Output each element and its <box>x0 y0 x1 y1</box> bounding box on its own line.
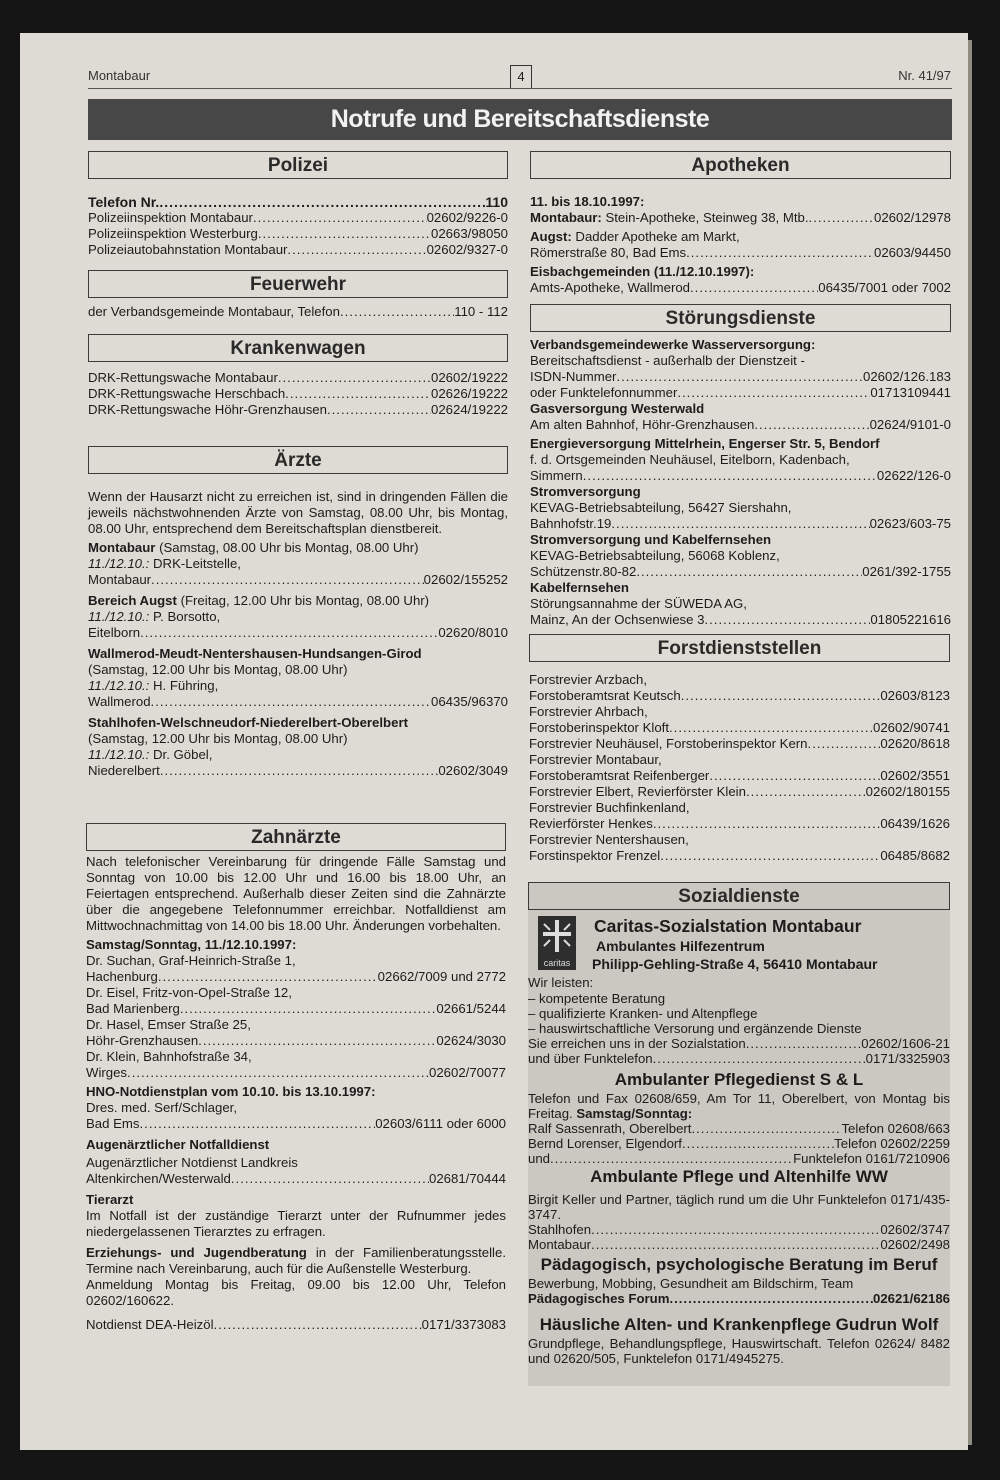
list-item: Notdienst DEA-Heizöl ..... 0171/3373083 <box>86 1317 506 1333</box>
apo-date: 11. bis 18.10.1997: <box>530 194 645 209</box>
zahn-date: Samstag/Sonntag, 11./12.10.1997: <box>86 937 297 952</box>
list-item: Forstinspektor Frenzel ..... 06485/8682 <box>529 848 950 864</box>
list-item: Ralf Sassenrath, Oberelbert ..... Telefon 02608/663 <box>528 1121 950 1136</box>
list-item: Bahnhofstr.19 ..... 02623/603-75 <box>530 516 951 532</box>
caritas-logo <box>538 916 576 970</box>
section-forst: Forstdienststellen <box>529 634 950 662</box>
list-item: Römerstraße 80, Bad Ems ..... 02603/94450 <box>530 245 951 261</box>
list-item: oder Funktelefonnummer ..... 01713109441 <box>530 385 951 401</box>
sozialdienste-box: Sozialdienste Caritas-Sozialstation Montabaur Ambulantes Hilfezentrum Philipp-Gehling-Straße 4, 56410 Montabaur Wir leisten: – kompetente Beratung – qualifizierte Kranken- und Altenpflege – hauswirtschaftliche Versorung und ergänzende Dienste Sie erreichen uns in der Sozialstation ..... 02602/1606-21 und über Funktelefon ..... 0171/3325903 Ambulanter Pflegedienst S & L Telefon und Fax 02608/659, Am Tor 11, Oberelbert, von Montag bis Freitag. Samstag/Sonntag: Ralf Sassenrath, Oberelbert ..... Telefon 02608/663 Bernd Lorenser, Elgendorf ..... Telefon 02602/2259 und ..... Funktelefon 0161/7210906 Ambulante Pflege und Altenhilfe WW Birgit Keller und Partner, täglich rund um die Uhr Funktelefon 0171/435-3747. Stahlhofen ..... 02602/3747 Montabaur ..... 02602/2498 Pädagogisch, psychologische Beratung im Beruf Bewerbung, Mobbing, Gesundheit am Bildschirm, Team Pädagogisches Forum ..... 02621/62186 Häusliche Alten- und Krankenpflege Gudrun Wolf Grundpflege, Behandlungspflege, Hauswirtschaft. Telefon 02624/ 8482 und 02620/505, Funktelefon 0171/4945275. <box>528 882 950 1386</box>
header-place: Montabaur <box>88 68 151 83</box>
section-aerzte: Ärzte <box>88 446 508 474</box>
sl-title: Ambulanter Pflegedienst S & L <box>614 1070 864 1089</box>
list-item: Bernd Lorenser, Elgendorf ..... Telefon 02602/2259 <box>528 1136 950 1151</box>
aerzte-block: Montabaur (Samstag, 08.00 Uhr bis Montag, 08.00 Uhr) <box>88 540 419 555</box>
list-item: ISDN-Nummer ..... 02602/126.183 <box>530 369 951 385</box>
tierarzt-heading: Tierarzt <box>86 1192 134 1207</box>
list-item: Montabaur ..... 02602/155252 <box>88 572 508 588</box>
gw-title: Häusliche Alten- und Krankenpflege Gudrun Wolf <box>539 1315 939 1334</box>
list-item: Altenkirchen/Westerwald ..... 02681/70444 <box>86 1171 506 1187</box>
section-zahnaerzte: Zahnärzte <box>86 823 506 851</box>
ww-title: Ambulante Pflege und Altenhilfe WW <box>590 1167 888 1186</box>
list-item: DRK-Rettungswache Herschbach ..... 02626/19222 <box>88 386 508 402</box>
list-item: Stahlhofen ..... 02602/3747 <box>528 1222 950 1237</box>
list-item: Simmern ..... 02622/126-0 <box>530 468 951 484</box>
list-item: Eitelborn ..... 02620/8010 <box>88 625 508 641</box>
pb-title: Pädagogisch, psychologische Beratung im Beruf <box>540 1255 938 1274</box>
caritas-title: Caritas-Sozialstation Montabaur <box>594 916 862 936</box>
list-item: Schützenstr.80-82 ..... 0261/392-1755 <box>530 564 951 580</box>
section-krankenwagen: Krankenwagen <box>88 334 508 362</box>
aerzte-block: Stahlhofen-Welschneudorf-Niederelbert-Oberelbert <box>88 715 408 730</box>
left-column: Polizei Telefon Nr. ..... 110 Polizeiinspektion Montabaur ..... 02602/9226-0 Polizeiinspektion Westerburg ..... 02663/98050 Polizeiautobahnstation Montabaur ..... 02602/9327-0 Feuerwehr der Verbandsgemeinde Montabaur, Telefon ..... 110 - 112 Krankenwagen DRK-Rettungswache Montabaur ..... 02602/19222 DRK-Rettungswache Herschbach ..... 02626/19222 DRK-Rettungswache Höhr-Grenzhausen ..... 02624/19222 Ärzte Wenn der Hausarzt nicht zu erreichen ist, sind in dringenden Fällen die jeweils nächstwohnenden Ärzte von Samstag, 08.00 Uhr, bis Montag, 08.00 Uhr, entsprechend dem Bereitschaftsplan dienstbereit. Montabaur (Samstag, 08.00 Uhr bis Montag, 08.00 Uhr) 11./12.10.: DRK-Leitstelle, Montabaur ..... 02602/155252 Bereich Augst (Freitag, 12.00 Uhr bis Montag, 08.00 Uhr) 11./12.10.: P. Borsotto, Eitelborn ..... 02620/8010 Wallmerod-Meudt-Nentershausen-Hundsangen-Girod (Samstag, 12.00 Uhr bis Montag, 08.00 Uhr) 11./12.10.: H. Führing, Wallmerod ..... 06435/96370 Stahlhofen-Welschneudorf-Niederelbert-Oberelbert (Samstag, 12.00 Uhr bis Montag, 08.00 Uhr) 11./12.10.: Dr. Göbel, Niederelbert ..... 02602/3049 <box>88 151 508 779</box>
list-item: und über Funktelefon ..... 0171/3325903 <box>528 1051 950 1066</box>
erziehung-text: Erziehungs- und Jugendberatung in der Familienberatungsstelle. Termine nach Vereinbarung, auch für die Außenstelle Westerburg. <box>86 1245 506 1276</box>
right-column-lower: Forstdienststellen Forstrevier Arzbach, Forstoberamtsrat Keutsch ..... 02603/8123 Forstrevier Ahrbach, Forstoberinspektor Kloft ..... 02602/90741 Forstrevier Neuhäusel, Forstoberinspektor Kern ..... 02620/8618 Forstrevier Montabaur, Forstoberamtsrat Reifenberger ..... 02602/3551 Forstrevier Elbert, Revierförster Klein ..... 02602/180155 Forstrevier Buchfinkenland, Revierförster Henkes ..... 06439/1626 Forstrevier Nentershausen, Forstinspektor Frenzel ..... 06485/8682 <box>529 634 950 864</box>
page-number: 4 <box>510 65 532 89</box>
list-item: Forstrevier Neuhäusel, Forstoberinspektor Kern ..... 02620/8618 <box>529 736 950 752</box>
list-item: Pädagogisches Forum ..... 02621/62186 <box>528 1291 950 1306</box>
header-issue: Nr. 41/97 <box>898 68 951 83</box>
page-edge <box>968 40 972 1445</box>
list-item: Forstoberamtsrat Keutsch ..... 02603/8123 <box>529 688 950 704</box>
left-column-lower: Zahnärzte Nach telefonischer Vereinbarung für dringende Fälle Samstag und Sonntag von 10.00 bis 12.00 Uhr und 16.00 bis 18.00 Uhr, an Feiertagen entsprechend. Außerhalb dieser Zeiten sind die Zahnärzte über die angegebene Telefonnummer erreichbar. Notfalldienst am Mittwochnachmittag von 14.00 bis 18.00 Uhr. Änderungen vorbehalten. Samstag/Sonntag, 11./12.10.1997: Dr. Suchan, Graf-Heinrich-Straße 1, Hachenburg ..... 02662/7009 und 2772 Dr. Eisel, Fritz-von-Opel-Straße 12, Bad Marienberg ..... 02661/5244 Dr. Hasel, Emser Straße 25, Höhr-Grenzhausen ..... 02624/3030 Dr. Klein, Bahnhofstraße 34, Wirges ..... 02602/70077 HNO-Notdienstplan vom 10.10. bis 13.10.1997: Dres. med. Serf/Schlager, Bad Ems ..... 02603/6111 oder 6000 Augenärztlicher Notfalldienst Augenärztlicher Notdienst Landkreis Altenkirchen/Westerwald ..... 02681/70444 Tierarzt Im Notfall ist der zuständige Tierarzt unter der Rufnummer jedes niedergelassenen Tierarztes zu erfragen. Erziehungs- und Jugendberatung in der Familienberatungsstelle. Termine nach Vereinbarung, auch für die Außenstelle Westerburg. Anmeldung Montag bis Freitag, 09.00 bis 12.00 Uhr, Telefon 02602/160622. Notdienst DEA-Heizöl ..... 0171/3373083 <box>86 823 506 1333</box>
list-item: Wirges ..... 02602/70077 <box>86 1065 506 1081</box>
list-item: Forstoberinspektor Kloft ..... 02602/90741 <box>529 720 950 736</box>
aerzte-block: Wallmerod-Meudt-Nentershausen-Hundsangen-Girod <box>88 646 422 661</box>
list-item: Revierförster Henkes ..... 06439/1626 <box>529 816 950 832</box>
section-stoerungsdienste: Störungsdienste <box>530 304 951 332</box>
list-item: Montabaur: Stein-Apotheke, Steinweg 38, Mtb. ..... 02602/12978 <box>530 210 951 226</box>
section-apotheken: Apotheken <box>530 151 951 179</box>
augen-heading: Augenärztlicher Notfalldienst <box>86 1137 270 1152</box>
list-item: Am alten Bahnhof, Höhr-Grenzhausen ..... 02624/9101-0 <box>530 417 951 433</box>
list-item: DRK-Rettungswache Montabaur ..... 02602/19222 <box>88 370 508 386</box>
list-item: Niederelbert ..... 02602/3049 <box>88 763 508 779</box>
list-item: Montabaur ..... 02602/2498 <box>528 1237 950 1252</box>
list-item: Forstoberamtsrat Reifenberger ..... 02602/3551 <box>529 768 950 784</box>
list-item: Sie erreichen uns in der Sozialstation ..... 02602/1606-21 <box>528 1036 950 1051</box>
list-item: Hachenburg ..... 02662/7009 und 2772 <box>86 969 506 985</box>
aerzte-intro: Wenn der Hausarzt nicht zu erreichen ist, sind in dringenden Fällen die jeweils nächstwohnenden Ärzte von Samstag, 08.00 Uhr, bis Montag, 08.00 Uhr, entsprechend dem Bereitschaftsplan dienstbereit. <box>88 489 508 536</box>
list-item: der Verbandsgemeinde Montabaur, Telefon ..... 110 - 112 <box>88 304 508 320</box>
list-item: Bad Ems ..... 02603/6111 oder 6000 <box>86 1116 506 1132</box>
list-item: Höhr-Grenzhausen ..... 02624/3030 <box>86 1033 506 1049</box>
police-number: Telefon Nr. ..... 110 <box>88 194 508 210</box>
section-sozialdienste: Sozialdienste <box>528 882 950 910</box>
list-item: Polizeiinspektion Westerburg ..... 02663/98050 <box>88 226 508 242</box>
list-item: DRK-Rettungswache Höhr-Grenzhausen ..... 02624/19222 <box>88 402 508 418</box>
list-item: Amts-Apotheke, Wallmerod ..... 06435/7001 oder 7002 <box>530 280 951 296</box>
list-item: Polizeiautobahnstation Montabaur ..... 02602/9327-0 <box>88 242 508 258</box>
aerzte-block: Bereich Augst (Freitag, 12.00 Uhr bis Montag, 08.00 Uhr) <box>88 593 430 608</box>
zahn-intro: Nach telefonischer Vereinbarung für dringende Fälle Samstag und Sonntag von 10.00 bis 12.00 Uhr und 16.00 bis 18.00 Uhr, an Feiertagen entsprechend. Außerhalb dieser Zeiten sind die Zahnärzte über die angegebene Telefonnummer erreichbar. Notfalldienst am Mittwochnachmittag von 14.00 bis 18.00 Uhr. Änderungen vorbehalten. <box>86 854 506 933</box>
caritas-logo-text: caritas <box>543 958 571 968</box>
list-item: Wallmerod ..... 06435/96370 <box>88 694 508 710</box>
hno-heading: HNO-Notdienstplan vom 10.10. bis 13.10.1997: <box>86 1084 376 1099</box>
right-column: Apotheken 11. bis 18.10.1997: Montabaur: Stein-Apotheke, Steinweg 38, Mtb. ..... 02602/12978 Augst: Dadder Apotheke am Markt, Römerstraße 80, Bad Ems ..... 02603/94450 Eisbachgemeinden (11./12.10.1997): Amts-Apotheke, Wallmerod ..... 06435/7001 oder 7002 Störungsdienste Verbandsgemeindewerke Wasserversorgung: Bereitschaftsdienst - außerhalb der Dienstzeit - ISDN-Nummer ..... 02602/126.183 oder Funktelefonnummer ..... 01713109441 Gasversorgung Westerwald Am alten Bahnhof, Höhr-Grenzhausen ..... 02624/9101-0 Energieversorgung Mittelrhein, Engerser Str. 5, Bendorf f. d. Ortsgemeinden Neuhäusel, Eitelborn, Kadenbach, Simmern ..... 02622/126-0 Stromversorgung KEVAG-Betriebsabteilung, 56427 Siershahn, Bahnhofstr.19 ..... 02623/603-75 Stromversorgung und Kabelfernsehen KEVAG-Betriebsabteilung, 56068 Koblenz, Schützenstr.80-82 ..... 0261/392-1755 Kabelfernsehen Störungsannahme der SÜWEDA AG, Mainz, An der Ochsenwiese 3 ..... 01805221616 <box>530 151 951 628</box>
list-item: Polizeiinspektion Montabaur ..... 02602/9226-0 <box>88 210 508 226</box>
list-item: und ..... Funktelefon 0161/7210906 <box>528 1151 950 1166</box>
list-item: Bad Marienberg ..... 02661/5244 <box>86 1001 506 1017</box>
list-item: Forstrevier Elbert, Revierförster Klein ..... 02602/180155 <box>529 784 950 800</box>
header-rule <box>88 88 952 89</box>
page-title: Notrufe und Bereitschaftsdienste <box>88 99 952 140</box>
list-item: Mainz, An der Ochsenwiese 3 ..... 01805221616 <box>530 612 951 628</box>
section-polizei: Polizei <box>88 151 508 179</box>
section-feuerwehr: Feuerwehr <box>88 270 508 298</box>
